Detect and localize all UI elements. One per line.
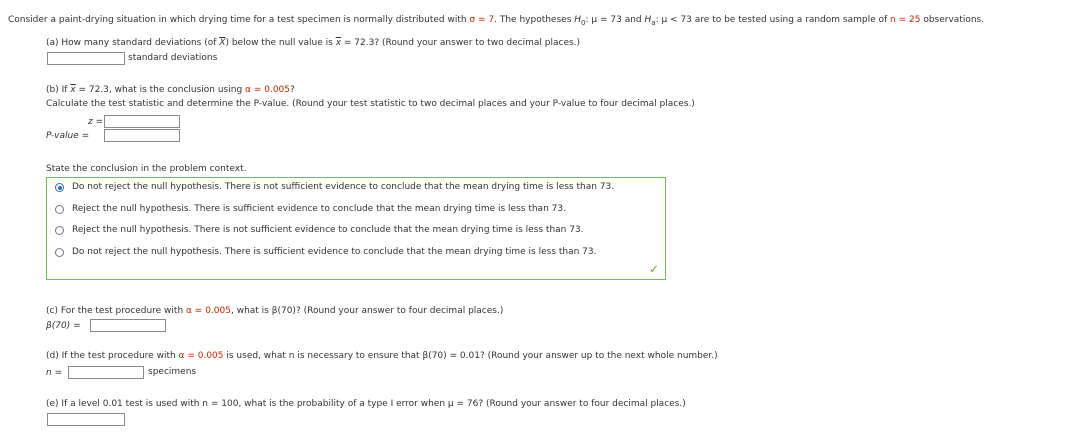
choice-label: Do not reject the null hypothesis. There is sufficient evidence to conclude that the mean drying time is less than 73. — [72, 247, 597, 257]
xbar-symbol: x — [70, 85, 76, 95]
xbar-symbol: x — [335, 38, 342, 48]
alpha-value: α = 0.005 — [245, 85, 290, 95]
part-a-answer-input[interactable] — [47, 52, 125, 65]
radio-selected-icon[interactable] — [55, 183, 64, 192]
part-a-question — [46, 38, 580, 48]
h0-subscript: 0 — [581, 18, 586, 27]
part-d-text: (d) If the test procedure with — [46, 351, 179, 361]
sample-size: n = 25 — [890, 15, 921, 25]
part-a-unit: standard deviations — [128, 53, 218, 63]
radio-unselected-icon[interactable] — [55, 205, 64, 214]
beta-label: β(70) = — [46, 321, 81, 331]
part-d-text: is used, what n is necessary to ensure that β(70) = 0.01? (Round your answer up to the next whole number.) — [223, 351, 718, 361]
intro-text: observations. — [920, 15, 985, 25]
part-d-question — [46, 351, 718, 361]
radio-unselected-icon[interactable] — [55, 226, 64, 235]
z-statistic-input[interactable] — [104, 115, 180, 128]
ha-symbol: H — [644, 15, 652, 25]
conclusion-choices — [46, 177, 666, 280]
choice-label: Do not reject the null hypothesis. There is not sufficient evidence to conclude that the mean drying time is less than 73. — [72, 182, 615, 192]
choice-label: Reject the null hypothesis. There is not sufficient evidence to conclude that the mean drying time is less than 73. — [72, 225, 584, 235]
part-c-text: (c) For the test procedure with — [46, 306, 187, 316]
beta-answer-input[interactable] — [90, 319, 166, 332]
h0-statement: : μ = 73 and — [585, 15, 645, 25]
z-label: z = — [88, 117, 104, 127]
part-a-text: ) below the null value is — [225, 38, 336, 48]
h0-symbol: H — [574, 15, 582, 25]
part-c-text: , what is β(70)? (Round your answer to four decimal places.) — [230, 306, 504, 316]
correct-checkmark-icon: ✓ — [648, 262, 659, 276]
problem-intro — [8, 15, 984, 27]
xbar-symbol: X — [219, 38, 226, 48]
part-d-unit: specimens — [148, 367, 197, 377]
ha-subscript: a — [651, 18, 656, 27]
part-a-text: = 72.3? (Round your answer to two decimal places.) — [341, 38, 581, 48]
part-b-text: = 72.3, what is the conclusion using — [75, 85, 246, 95]
part-b-text: (b) If — [46, 85, 71, 95]
part-b-instructions: Calculate the test statistic and determine the P-value. (Round your test statistic to two decimal places and your P-value to four decimal places.) — [46, 99, 695, 109]
part-c-question — [46, 306, 503, 316]
part-b-question — [46, 85, 295, 95]
part-e-question: (e) If a level 0.01 test is used with n = 100, what is the probability of a type I error when μ = 76? (Round your answer to four decimal places.) — [46, 399, 686, 409]
intro-text: . The hypotheses — [494, 15, 575, 25]
sigma-value: σ = 7 — [469, 15, 495, 25]
n-label: n = — [46, 368, 63, 378]
ha-statement: : μ < 73 are to be tested using a random sample of — [655, 15, 891, 25]
part-a-text: (a) How many standard deviations (of — [46, 38, 220, 48]
sample-size-input[interactable] — [68, 366, 144, 379]
alpha-value: α = 0.005 — [178, 351, 224, 361]
intro-text: Consider a paint-drying situation in which drying time for a test specimen is normally distributed with — [8, 15, 470, 25]
radio-unselected-icon[interactable] — [55, 248, 64, 257]
conclusion-prompt: State the conclusion in the problem context. — [46, 164, 247, 174]
alpha-value: α = 0.005 — [186, 306, 231, 316]
p-value-input[interactable] — [104, 129, 180, 142]
choice-label: Reject the null hypothesis. There is sufficient evidence to conclude that the mean drying time is less than 73. — [72, 204, 566, 214]
part-b-text: ? — [290, 85, 295, 95]
p-value-label: P-value = — [46, 131, 90, 141]
part-e-answer-input[interactable] — [47, 413, 125, 426]
